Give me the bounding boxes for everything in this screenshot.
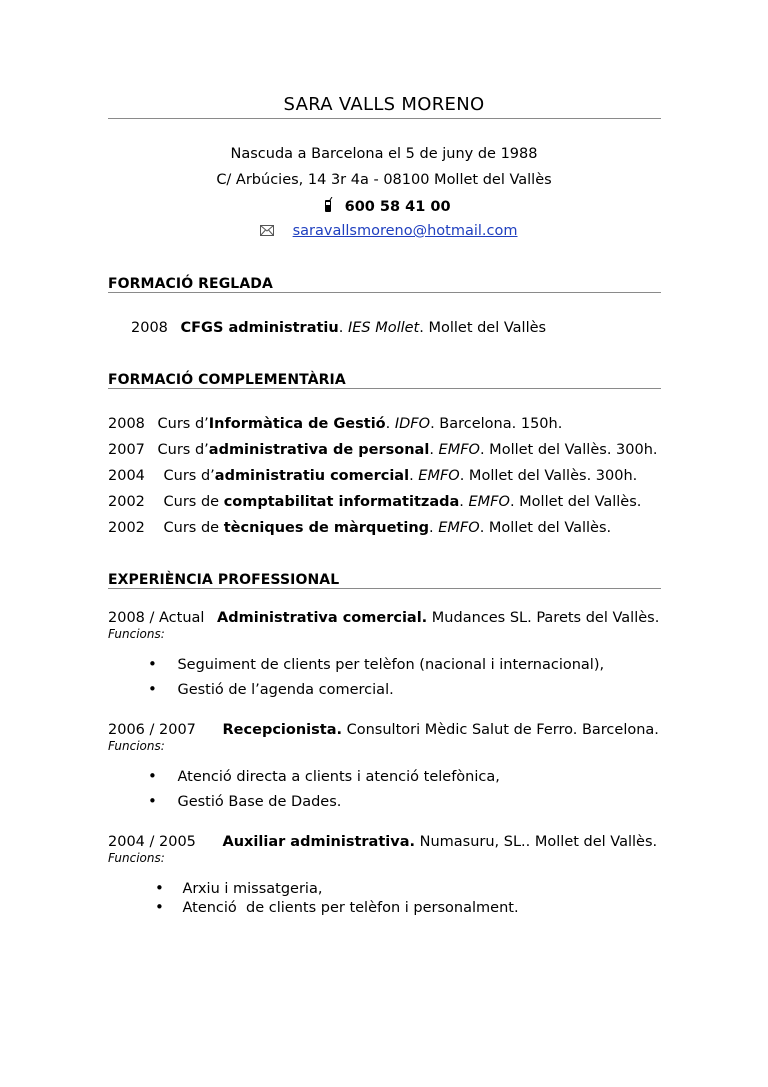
item-prefix: Curs de [163, 520, 224, 536]
item-year: 2002 [108, 520, 145, 536]
item-center: IES Mollet [347, 320, 420, 336]
list-item [108, 468, 637, 484]
item-prefix: Curs d’ [157, 442, 209, 458]
job-company: Consultori Mèdic Salut de Ferro. Barcelona. [342, 722, 659, 738]
candidate-name: SARA VALLS MORENO [283, 94, 485, 115]
item-center: EMFO [418, 468, 460, 484]
list-item [108, 416, 562, 432]
task-text: Atenció de clients per telèfon i personalment. [182, 900, 519, 916]
job-period: 2004 / 2005 [108, 834, 196, 850]
item-title: CFGS administratiu [180, 320, 339, 336]
bullet-icon: • [155, 879, 164, 897]
item-year: 2008 [108, 416, 145, 432]
job-period: 2008 / Actual [108, 610, 205, 626]
item-sep: . [409, 468, 419, 484]
item-sep: . [429, 520, 439, 536]
item-sep: . [385, 416, 395, 432]
job-role: Administrativa comercial. [217, 610, 428, 626]
item-title: tècniques de màrqueting [223, 520, 430, 536]
list-item [148, 767, 500, 785]
job-role: Recepcionista. [222, 722, 342, 738]
item-sep: . [429, 442, 439, 458]
job-title-line [108, 834, 657, 850]
title-rule [108, 118, 661, 119]
item-rest: . Mollet del Vallès. 300h. [479, 442, 658, 458]
item-title: administrativa de personal [208, 442, 430, 458]
address: C/ Arbúcies, 14 3r 4a - 08100 Mollet del Vallès [216, 172, 552, 188]
email-link[interactable]: saravallsmoreno@hotmail.com [292, 223, 518, 239]
item-center: EMFO [438, 442, 480, 458]
item-rest: . Mollet del Vallès. 300h. [459, 468, 638, 484]
section-heading-formacio-reglada: FORMACIÓ REGLADA [108, 276, 273, 292]
job-title-line [108, 722, 659, 738]
job-period: 2006 / 2007 [108, 722, 196, 738]
item-prefix: Curs d’ [163, 468, 215, 484]
item-year: 2002 [108, 494, 145, 510]
funcions-label: Funcions: [108, 851, 165, 865]
phone-number: 600 58 41 00 [344, 199, 451, 215]
bullet-icon: • [148, 655, 157, 673]
task-text: Atenció directa a clients i atenció telefònica, [177, 769, 500, 785]
job-company: Numasuru, SL.. Mollet del Vallès. [415, 834, 658, 850]
list-item [148, 655, 604, 673]
item-rest: . Mollet del Vallès. [479, 520, 612, 536]
section-rule [108, 588, 661, 589]
bullet-icon: • [148, 767, 157, 785]
section-rule [108, 388, 661, 389]
mobile-phone-icon [322, 199, 339, 215]
task-text: Gestió de l’agenda comercial. [177, 682, 394, 698]
task-text: Arxiu i missatgeria, [182, 881, 323, 897]
item-rest: . Mollet del Vallès [419, 320, 547, 336]
job-role: Auxiliar administrativa. [222, 834, 415, 850]
bullet-icon: • [148, 680, 157, 698]
job-title-line [108, 610, 659, 626]
phone-line [322, 197, 451, 215]
task-text: Gestió Base de Dades. [177, 794, 342, 810]
item-rest: . Mollet del Vallès. [509, 494, 642, 510]
bullet-icon: • [148, 792, 157, 810]
envelope-icon [260, 223, 279, 239]
email-line [260, 223, 518, 239]
list-item [155, 879, 322, 897]
list-item [131, 320, 546, 336]
birth-info: Nascuda a Barcelona el 5 de juny de 1988 [230, 146, 538, 162]
item-sep: . [459, 494, 469, 510]
item-title: administratiu comercial [214, 468, 410, 484]
funcions-label: Funcions: [108, 739, 165, 753]
item-year: 2004 [108, 468, 145, 484]
item-title: comptabilitat informatitzada [223, 494, 460, 510]
list-item [108, 442, 658, 458]
section-rule [108, 292, 661, 293]
item-prefix: Curs de [163, 494, 224, 510]
item-center: IDFO [394, 416, 431, 432]
item-center: EMFO [468, 494, 510, 510]
list-item [148, 792, 341, 810]
item-sep: . [338, 320, 348, 336]
list-item [108, 520, 611, 536]
section-heading-formacio-complementaria: FORMACIÓ COMPLEMENTÀRIA [108, 372, 346, 388]
item-title: Informàtica de Gestió [208, 416, 386, 432]
item-prefix: Curs d’ [157, 416, 209, 432]
list-item [108, 494, 641, 510]
funcions-label: Funcions: [108, 627, 165, 641]
section-heading-experiencia: EXPERIÈNCIA PROFESSIONAL [108, 572, 340, 588]
item-year: 2008 [131, 320, 168, 336]
task-text: Seguiment de clients per telèfon (nacional i internacional), [177, 657, 605, 673]
item-rest: . Barcelona. 150h. [430, 416, 563, 432]
item-year: 2007 [108, 442, 145, 458]
list-item [155, 898, 519, 916]
job-company: Mudances SL. Parets del Vallès. [427, 610, 660, 626]
bullet-icon: • [155, 898, 164, 916]
item-center: EMFO [438, 520, 480, 536]
list-item [148, 680, 394, 698]
